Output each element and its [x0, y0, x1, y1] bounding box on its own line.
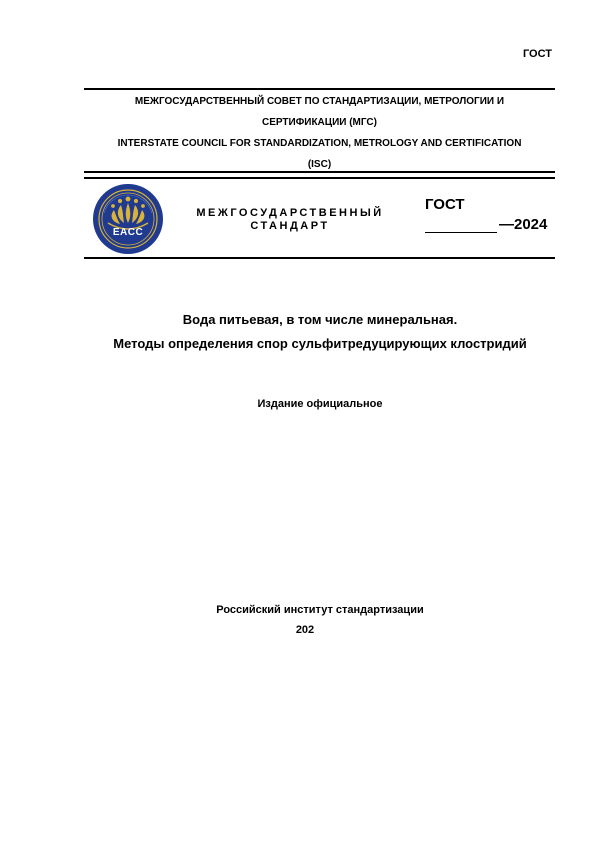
gost-number-suffix: —2024 [499, 216, 548, 233]
publication-year: 202 [295, 624, 315, 636]
gost-label: ГОСТ [425, 196, 465, 213]
gost-number [425, 216, 547, 233]
eacc-emblem-text: EACC [112, 227, 144, 238]
document-title [60, 308, 580, 356]
eacc-emblem-icon [92, 183, 164, 255]
council-ru-line1: МЕЖГОСУДАРСТВЕННЫЙ СОВЕТ ПО СТАНДАРТИЗАЦИИ, МЕТРОЛОГИИ И [134, 96, 505, 107]
divider-middle-thin [84, 177, 555, 179]
edition-label: Издание официальное [257, 398, 383, 410]
title-line2: Методы определения спор сульфитредуцирующих клостридий [113, 336, 527, 351]
standard-type-line2: СТАНДАРТ [250, 220, 330, 232]
council-en-line2: (ISC) [307, 159, 332, 170]
divider-top [84, 88, 555, 90]
standard-type-line1: МЕЖГОСУДАРСТВЕННЫЙ [196, 207, 384, 219]
divider-middle-thick [84, 171, 555, 173]
gost-number-blank [425, 218, 497, 233]
divider-bottom [84, 257, 555, 259]
council-name-block [84, 91, 555, 175]
council-en-line1: INTERSTATE COUNCIL FOR STANDARDIZATION, METROLOGY AND CERTIFICATION [117, 138, 522, 149]
title-line1: Вода питьевая, в том числе минеральная. [182, 312, 458, 327]
standard-type [180, 207, 400, 233]
publisher-name: Российский институт стандартизации [216, 604, 424, 616]
corner-gost-label: ГОСТ [522, 48, 552, 60]
council-ru-line2: СЕРТИФИКАЦИИ (МГС) [262, 117, 377, 128]
